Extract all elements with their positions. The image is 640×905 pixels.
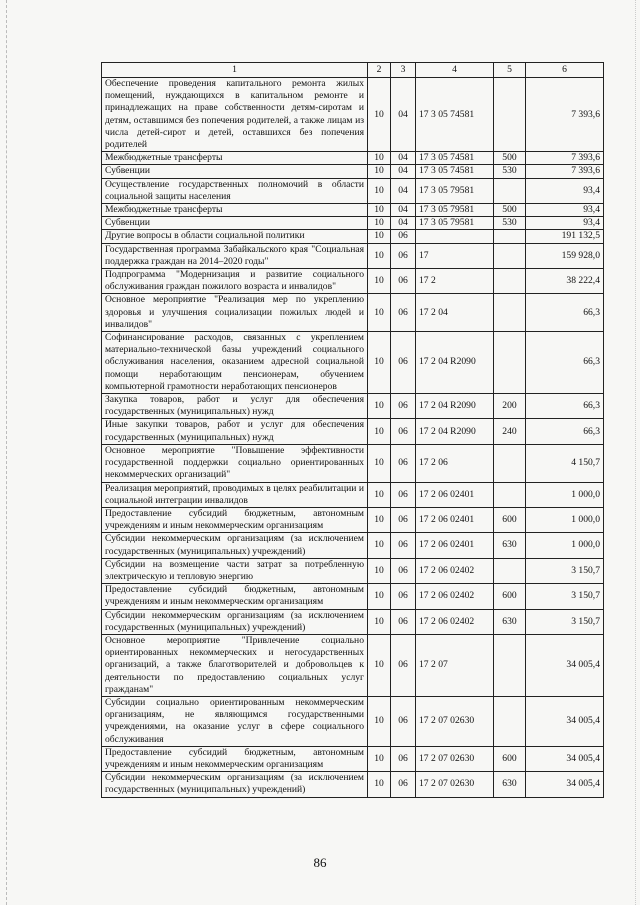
section-code-cell: 10	[368, 696, 391, 746]
amount-cell: 3 150,7	[526, 609, 604, 634]
row-name-cell: Предоставление субсидий бюджетным, автономным учреждениям и иным некоммерческим организациям	[102, 507, 368, 532]
section-code-cell: 10	[368, 204, 391, 217]
subsection-code-cell: 06	[391, 482, 416, 507]
target-article-cell	[416, 230, 494, 243]
amount-cell: 66,3	[526, 294, 604, 332]
row-name-cell: Обеспечение проведения капитального ремонта жилых помещений, нуждающихся в капитальном ремонте и принадлежащих на праве собственности детям-сиротам и детям, оставшимся без попечения родителей, а также лицам из числа детей-сирот и детей, оставшихся без попечения родителей	[102, 78, 368, 152]
target-article-cell: 17 3 05 79581	[416, 217, 494, 230]
subsection-code-cell: 06	[391, 696, 416, 746]
subsection-code-cell: 06	[391, 507, 416, 532]
column-header: 4	[416, 63, 494, 78]
table-row	[102, 696, 604, 746]
subsection-code-cell: 04	[391, 217, 416, 230]
table-row	[102, 533, 604, 558]
table-row	[102, 152, 604, 165]
section-code-cell: 10	[368, 394, 391, 419]
table-row	[102, 269, 604, 294]
section-code-cell: 10	[368, 78, 391, 152]
table-row	[102, 507, 604, 532]
section-code-cell: 10	[368, 634, 391, 696]
subsection-code-cell: 04	[391, 165, 416, 178]
row-name-cell: Субвенции	[102, 217, 368, 230]
expense-type-cell	[494, 696, 526, 746]
expense-type-cell	[494, 230, 526, 243]
expense-type-cell: 530	[494, 165, 526, 178]
expense-type-cell	[494, 294, 526, 332]
expense-type-cell: 630	[494, 772, 526, 797]
section-code-cell: 10	[368, 419, 391, 444]
amount-cell: 4 150,7	[526, 444, 604, 482]
row-name-cell: Субсидии некоммерческим организациям (за исключением государственных (муниципальных) учреждений)	[102, 609, 368, 634]
section-code-cell: 10	[368, 558, 391, 583]
expense-type-cell	[494, 243, 526, 268]
expense-type-cell	[494, 178, 526, 203]
amount-cell: 1 000,0	[526, 533, 604, 558]
expense-type-cell: 600	[494, 746, 526, 771]
page-edge-left	[6, 0, 7, 905]
target-article-cell: 17 2 04	[416, 294, 494, 332]
amount-cell: 7 393,6	[526, 152, 604, 165]
subsection-code-cell: 06	[391, 584, 416, 609]
page-number: 86	[313, 855, 327, 870]
table-row	[102, 609, 604, 634]
amount-cell: 34 005,4	[526, 634, 604, 696]
row-name-cell: Иные закупки товаров, работ и услуг для обеспечения государственных (муниципальных) нужд	[102, 419, 368, 444]
amount-cell: 34 005,4	[526, 696, 604, 746]
column-header: 2	[368, 63, 391, 78]
target-article-cell: 17 2 06	[416, 444, 494, 482]
section-code-cell: 10	[368, 243, 391, 268]
row-name-cell: Субвенции	[102, 165, 368, 178]
amount-cell: 7 393,6	[526, 78, 604, 152]
target-article-cell: 17 2 04 R2090	[416, 332, 494, 394]
amount-cell: 66,3	[526, 394, 604, 419]
row-name-cell: Основное мероприятие "Повышение эффективности государственной поддержки социально ориентированных некоммерческих организаций"	[102, 444, 368, 482]
target-article-cell: 17 3 05 74581	[416, 152, 494, 165]
amount-cell: 93,4	[526, 178, 604, 203]
table-row	[102, 178, 604, 203]
expense-type-cell: 530	[494, 217, 526, 230]
row-name-cell: Софинансирование расходов, связанных с укреплением материально-технической базы учреждений социального обслуживания населения, оказанием адресной социальной помощи неработающим пенсионерам, обучением компьютерной грамотности неработающих пенсионеров	[102, 332, 368, 394]
expense-type-cell	[494, 78, 526, 152]
amount-cell: 3 150,7	[526, 584, 604, 609]
target-article-cell: 17 2 04 R2090	[416, 419, 494, 444]
subsection-code-cell: 06	[391, 243, 416, 268]
subsection-code-cell: 04	[391, 78, 416, 152]
section-code-cell: 10	[368, 294, 391, 332]
row-name-cell: Другие вопросы в области социальной политики	[102, 230, 368, 243]
section-code-cell: 10	[368, 533, 391, 558]
amount-cell: 7 393,6	[526, 165, 604, 178]
expense-type-cell: 500	[494, 204, 526, 217]
table-row	[102, 332, 604, 394]
row-name-cell: Межбюджетные трансферты	[102, 152, 368, 165]
row-name-cell: Субсидии некоммерческим организациям (за исключением государственных (муниципальных) учреждений)	[102, 533, 368, 558]
table-row	[102, 634, 604, 696]
target-article-cell: 17 2 06 02402	[416, 609, 494, 634]
expense-type-cell: 630	[494, 609, 526, 634]
expense-type-cell	[494, 332, 526, 394]
target-article-cell: 17 2 06 02402	[416, 584, 494, 609]
row-name-cell: Осуществление государственных полномочий в области социальной защиты населения	[102, 178, 368, 203]
subsection-code-cell: 06	[391, 533, 416, 558]
target-article-cell: 17 3 05 79581	[416, 178, 494, 203]
column-header: 6	[526, 63, 604, 78]
subsection-code-cell: 06	[391, 558, 416, 583]
section-code-cell: 10	[368, 609, 391, 634]
section-code-cell: 10	[368, 178, 391, 203]
table-row	[102, 78, 604, 152]
target-article-cell: 17 3 05 79581	[416, 204, 494, 217]
page-edge-right	[635, 0, 636, 905]
table-row	[102, 444, 604, 482]
expense-type-cell: 600	[494, 584, 526, 609]
expense-type-cell	[494, 269, 526, 294]
column-header: 1	[102, 63, 368, 78]
expense-type-cell	[494, 482, 526, 507]
table-row	[102, 204, 604, 217]
row-name-cell: Реализация мероприятий, проводимых в целях реабилитации и социальной интеграции инвалидов	[102, 482, 368, 507]
subsection-code-cell: 06	[391, 746, 416, 771]
section-code-cell: 10	[368, 332, 391, 394]
target-article-cell: 17 2 06 02402	[416, 558, 494, 583]
section-code-cell: 10	[368, 507, 391, 532]
subsection-code-cell: 06	[391, 609, 416, 634]
row-name-cell: Основное мероприятие "Реализация мер по укреплению здоровья и улучшения социализации пожилых людей и инвалидов"	[102, 294, 368, 332]
subsection-code-cell: 06	[391, 269, 416, 294]
target-article-cell: 17 2 07 02630	[416, 696, 494, 746]
table-row	[102, 558, 604, 583]
subsection-code-cell: 04	[391, 204, 416, 217]
subsection-code-cell: 06	[391, 772, 416, 797]
subsection-code-cell: 06	[391, 230, 416, 243]
table-row	[102, 230, 604, 243]
table-row	[102, 584, 604, 609]
amount-cell: 93,4	[526, 217, 604, 230]
subsection-code-cell: 04	[391, 178, 416, 203]
expense-type-cell	[494, 558, 526, 583]
table-row	[102, 772, 604, 797]
expense-type-cell: 200	[494, 394, 526, 419]
row-name-cell: Предоставление субсидий бюджетным, автономным учреждениям и иным некоммерческим организациям	[102, 746, 368, 771]
subsection-code-cell: 04	[391, 152, 416, 165]
target-article-cell: 17 2 06 02401	[416, 482, 494, 507]
subsection-code-cell: 06	[391, 394, 416, 419]
target-article-cell: 17 3 05 74581	[416, 165, 494, 178]
table-row	[102, 746, 604, 771]
target-article-cell: 17	[416, 243, 494, 268]
amount-cell: 38 222,4	[526, 269, 604, 294]
expense-type-cell	[494, 444, 526, 482]
row-name-cell: Закупка товаров, работ и услуг для обеспечения государственных (муниципальных) нужд	[102, 394, 368, 419]
row-name-cell: Подпрограмма "Модернизация и развитие социального обслуживания граждан пожилого возраста и инвалидов"	[102, 269, 368, 294]
target-article-cell: 17 2 06 02401	[416, 533, 494, 558]
amount-cell: 159 928,0	[526, 243, 604, 268]
amount-cell: 66,3	[526, 419, 604, 444]
target-article-cell: 17 2 07 02630	[416, 772, 494, 797]
row-name-cell: Субсидии на возмещение части затрат за потребленную электрическую и тепловую энергию	[102, 558, 368, 583]
amount-cell: 3 150,7	[526, 558, 604, 583]
table-row	[102, 394, 604, 419]
row-name-cell: Субсидии социально ориентированным некоммерческим организациям, не являющимся государственными учреждениями, на оказание услуг в сфере социального обслуживания	[102, 696, 368, 746]
amount-cell: 191 132,5	[526, 230, 604, 243]
column-header: 5	[494, 63, 526, 78]
table-row	[102, 294, 604, 332]
expense-type-cell: 500	[494, 152, 526, 165]
subsection-code-cell: 06	[391, 634, 416, 696]
section-code-cell: 10	[368, 269, 391, 294]
section-code-cell: 10	[368, 772, 391, 797]
target-article-cell: 17 3 05 74581	[416, 78, 494, 152]
target-article-cell: 17 2 07 02630	[416, 746, 494, 771]
subsection-code-cell: 06	[391, 419, 416, 444]
section-code-cell: 10	[368, 746, 391, 771]
subsection-code-cell: 06	[391, 332, 416, 394]
expense-type-cell: 600	[494, 507, 526, 532]
target-article-cell: 17 2 04 R2090	[416, 394, 494, 419]
row-name-cell: Государственная программа Забайкальского края "Социальная поддержка граждан на 2014–2020 годы"	[102, 243, 368, 268]
subsection-code-cell: 06	[391, 294, 416, 332]
column-header: 3	[391, 63, 416, 78]
amount-cell: 1 000,0	[526, 482, 604, 507]
expense-type-cell	[494, 634, 526, 696]
row-name-cell: Предоставление субсидий бюджетным, автономным учреждениям и иным некоммерческим организациям	[102, 584, 368, 609]
amount-cell: 66,3	[526, 332, 604, 394]
table-header-row	[102, 63, 604, 78]
section-code-cell: 10	[368, 165, 391, 178]
amount-cell: 34 005,4	[526, 772, 604, 797]
section-code-cell: 10	[368, 230, 391, 243]
target-article-cell: 17 2 07	[416, 634, 494, 696]
table-row	[102, 482, 604, 507]
table-row	[102, 165, 604, 178]
section-code-cell: 10	[368, 584, 391, 609]
section-code-cell: 10	[368, 217, 391, 230]
section-code-cell: 10	[368, 152, 391, 165]
row-name-cell: Основное мероприятие "Привлечение социально ориентированных некоммерческих и негосударственных организаций, а также благотворителей и добровольцев к деятельности по предоставлению социальных услуг гражданам"	[102, 634, 368, 696]
budget-table	[101, 62, 604, 798]
row-name-cell: Межбюджетные трансферты	[102, 204, 368, 217]
table-row	[102, 243, 604, 268]
section-code-cell: 10	[368, 482, 391, 507]
table-row	[102, 217, 604, 230]
row-name-cell: Субсидии некоммерческим организациям (за исключением государственных (муниципальных) учреждений)	[102, 772, 368, 797]
target-article-cell: 17 2 06 02401	[416, 507, 494, 532]
subsection-code-cell: 06	[391, 444, 416, 482]
expense-type-cell: 630	[494, 533, 526, 558]
table-row	[102, 419, 604, 444]
target-article-cell: 17 2	[416, 269, 494, 294]
section-code-cell: 10	[368, 444, 391, 482]
expense-type-cell: 240	[494, 419, 526, 444]
amount-cell: 34 005,4	[526, 746, 604, 771]
amount-cell: 93,4	[526, 204, 604, 217]
amount-cell: 1 000,0	[526, 507, 604, 532]
